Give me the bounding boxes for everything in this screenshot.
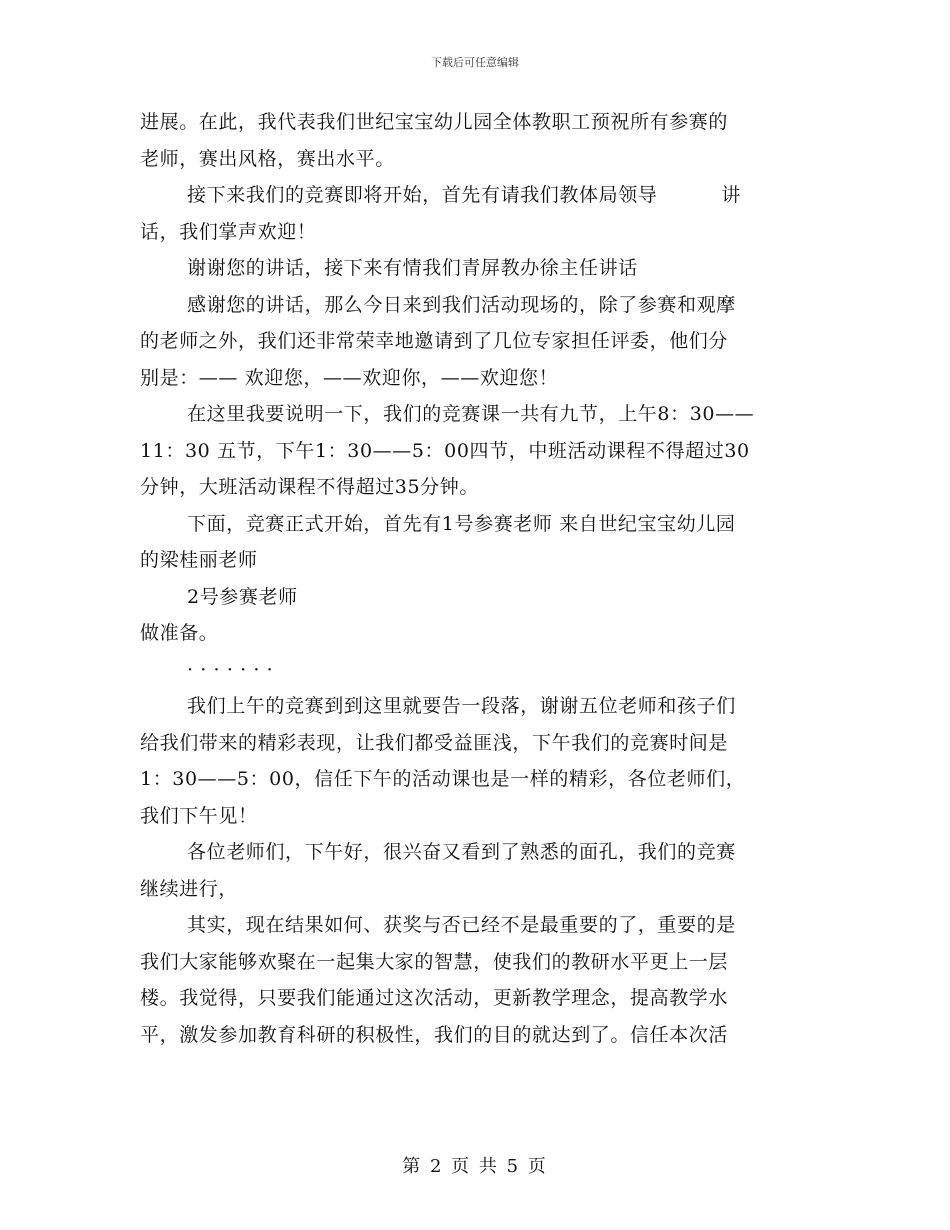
line-text: 谢谢您的讲话，接下来有情我们青屏教办徐主任讲话 xyxy=(187,257,638,279)
line-text: 1：30——5：00，信任下午的活动课也是一样的精彩，各位老师们， xyxy=(140,768,746,790)
text-line xyxy=(140,761,810,798)
line-text: 我们上午的竞赛到到这里就要告一段落，谢谢五位老师和孩子们 xyxy=(187,695,736,717)
line-text: 在这里我要说明一下，我们的竞赛课一共有九节，上午8：30—— xyxy=(187,403,755,425)
text-line xyxy=(140,615,810,652)
line-text: 11：30 五节，下午1：30——5：00四节，中班活动课程不得超过30 xyxy=(140,439,750,462)
line-text: 的梁桂丽老师 xyxy=(140,549,258,571)
page-header: 下载后可任意编辑 xyxy=(431,56,519,69)
line-text: 楼。我觉得，只要我们能通过这次活动，更新教学理念，提高教学水 xyxy=(140,987,729,1009)
text-line xyxy=(140,1017,810,1054)
text-line xyxy=(140,725,810,762)
text-line xyxy=(140,396,810,433)
text-line xyxy=(140,141,810,178)
line-text: 做准备。 xyxy=(140,622,219,644)
line-text: 进展。在此，我代表我们世纪宝宝幼儿园全体教职工预祝所有参赛的 xyxy=(140,111,729,133)
line-text: 接下来我们的竞赛即将开始，首先有请我们教体局领导 xyxy=(187,184,658,206)
text-line xyxy=(140,433,810,470)
document-body xyxy=(140,104,810,1053)
text-line xyxy=(140,871,810,908)
text-line xyxy=(140,944,810,981)
text-line xyxy=(140,542,810,579)
line-text: 继续进行， xyxy=(140,877,239,900)
text-line xyxy=(140,579,810,616)
line-text: 感谢您的讲话，那么今日来到我们活动现场的，除了参赛和观摩 xyxy=(187,293,736,316)
text-line xyxy=(140,907,810,944)
line-text: 我们下午见！ xyxy=(140,804,258,827)
text-line xyxy=(140,798,810,835)
text-line xyxy=(140,469,810,506)
text-line xyxy=(140,688,810,725)
line-text: 2号参赛老师 xyxy=(187,585,298,608)
text-line xyxy=(140,250,810,287)
text-line xyxy=(140,323,810,360)
line-text: 平，激发参加教育科研的积极性，我们的目的就达到了。信任本次活 xyxy=(140,1023,729,1046)
text-line xyxy=(140,652,810,689)
text-line xyxy=(140,360,810,397)
text-line xyxy=(140,980,810,1017)
line-text: 话，我们掌声欢迎！ xyxy=(140,220,317,243)
line-text: 的老师之外，我们还非常荣幸地邀请到了几位专家担任评委，他们分 xyxy=(140,330,729,352)
line-text: 我们大家能够欢聚在一起集大家的智慧，使我们的教研水平更上一层 xyxy=(140,950,729,973)
line-text: 老师，赛出风格，赛出水平。 xyxy=(140,147,395,170)
line-text: 其实，现在结果如何、获奖与否已经不是最重要的了，重要的是 xyxy=(187,914,736,936)
line-text: 给我们带来的精彩表现，让我们都受益匪浅，下午我们的竞赛时间是 xyxy=(140,731,729,754)
text-line xyxy=(140,177,810,214)
line-tail-text: 讲 xyxy=(721,184,742,206)
line-text: · · · · · · · xyxy=(187,658,274,681)
text-line xyxy=(140,104,810,141)
text-line xyxy=(140,287,810,324)
text-line xyxy=(140,214,810,251)
line-text: 下面，竞赛正式开始，首先有1号参赛老师 来自世纪宝宝幼儿园 xyxy=(187,512,736,535)
text-line xyxy=(140,506,810,543)
line-text: 各位老师们，下午好，很兴奋又看到了熟悉的面孔，我们的竞赛 xyxy=(187,841,736,863)
line-text: 别是：—— 欢迎您，——欢迎你，——欢迎您！ xyxy=(140,366,559,389)
text-line xyxy=(140,834,810,871)
line-text: 分钟，大班活动课程不得超过35分钟。 xyxy=(140,476,479,498)
page-footer: 第 2 页 共 5 页 xyxy=(402,1156,548,1177)
